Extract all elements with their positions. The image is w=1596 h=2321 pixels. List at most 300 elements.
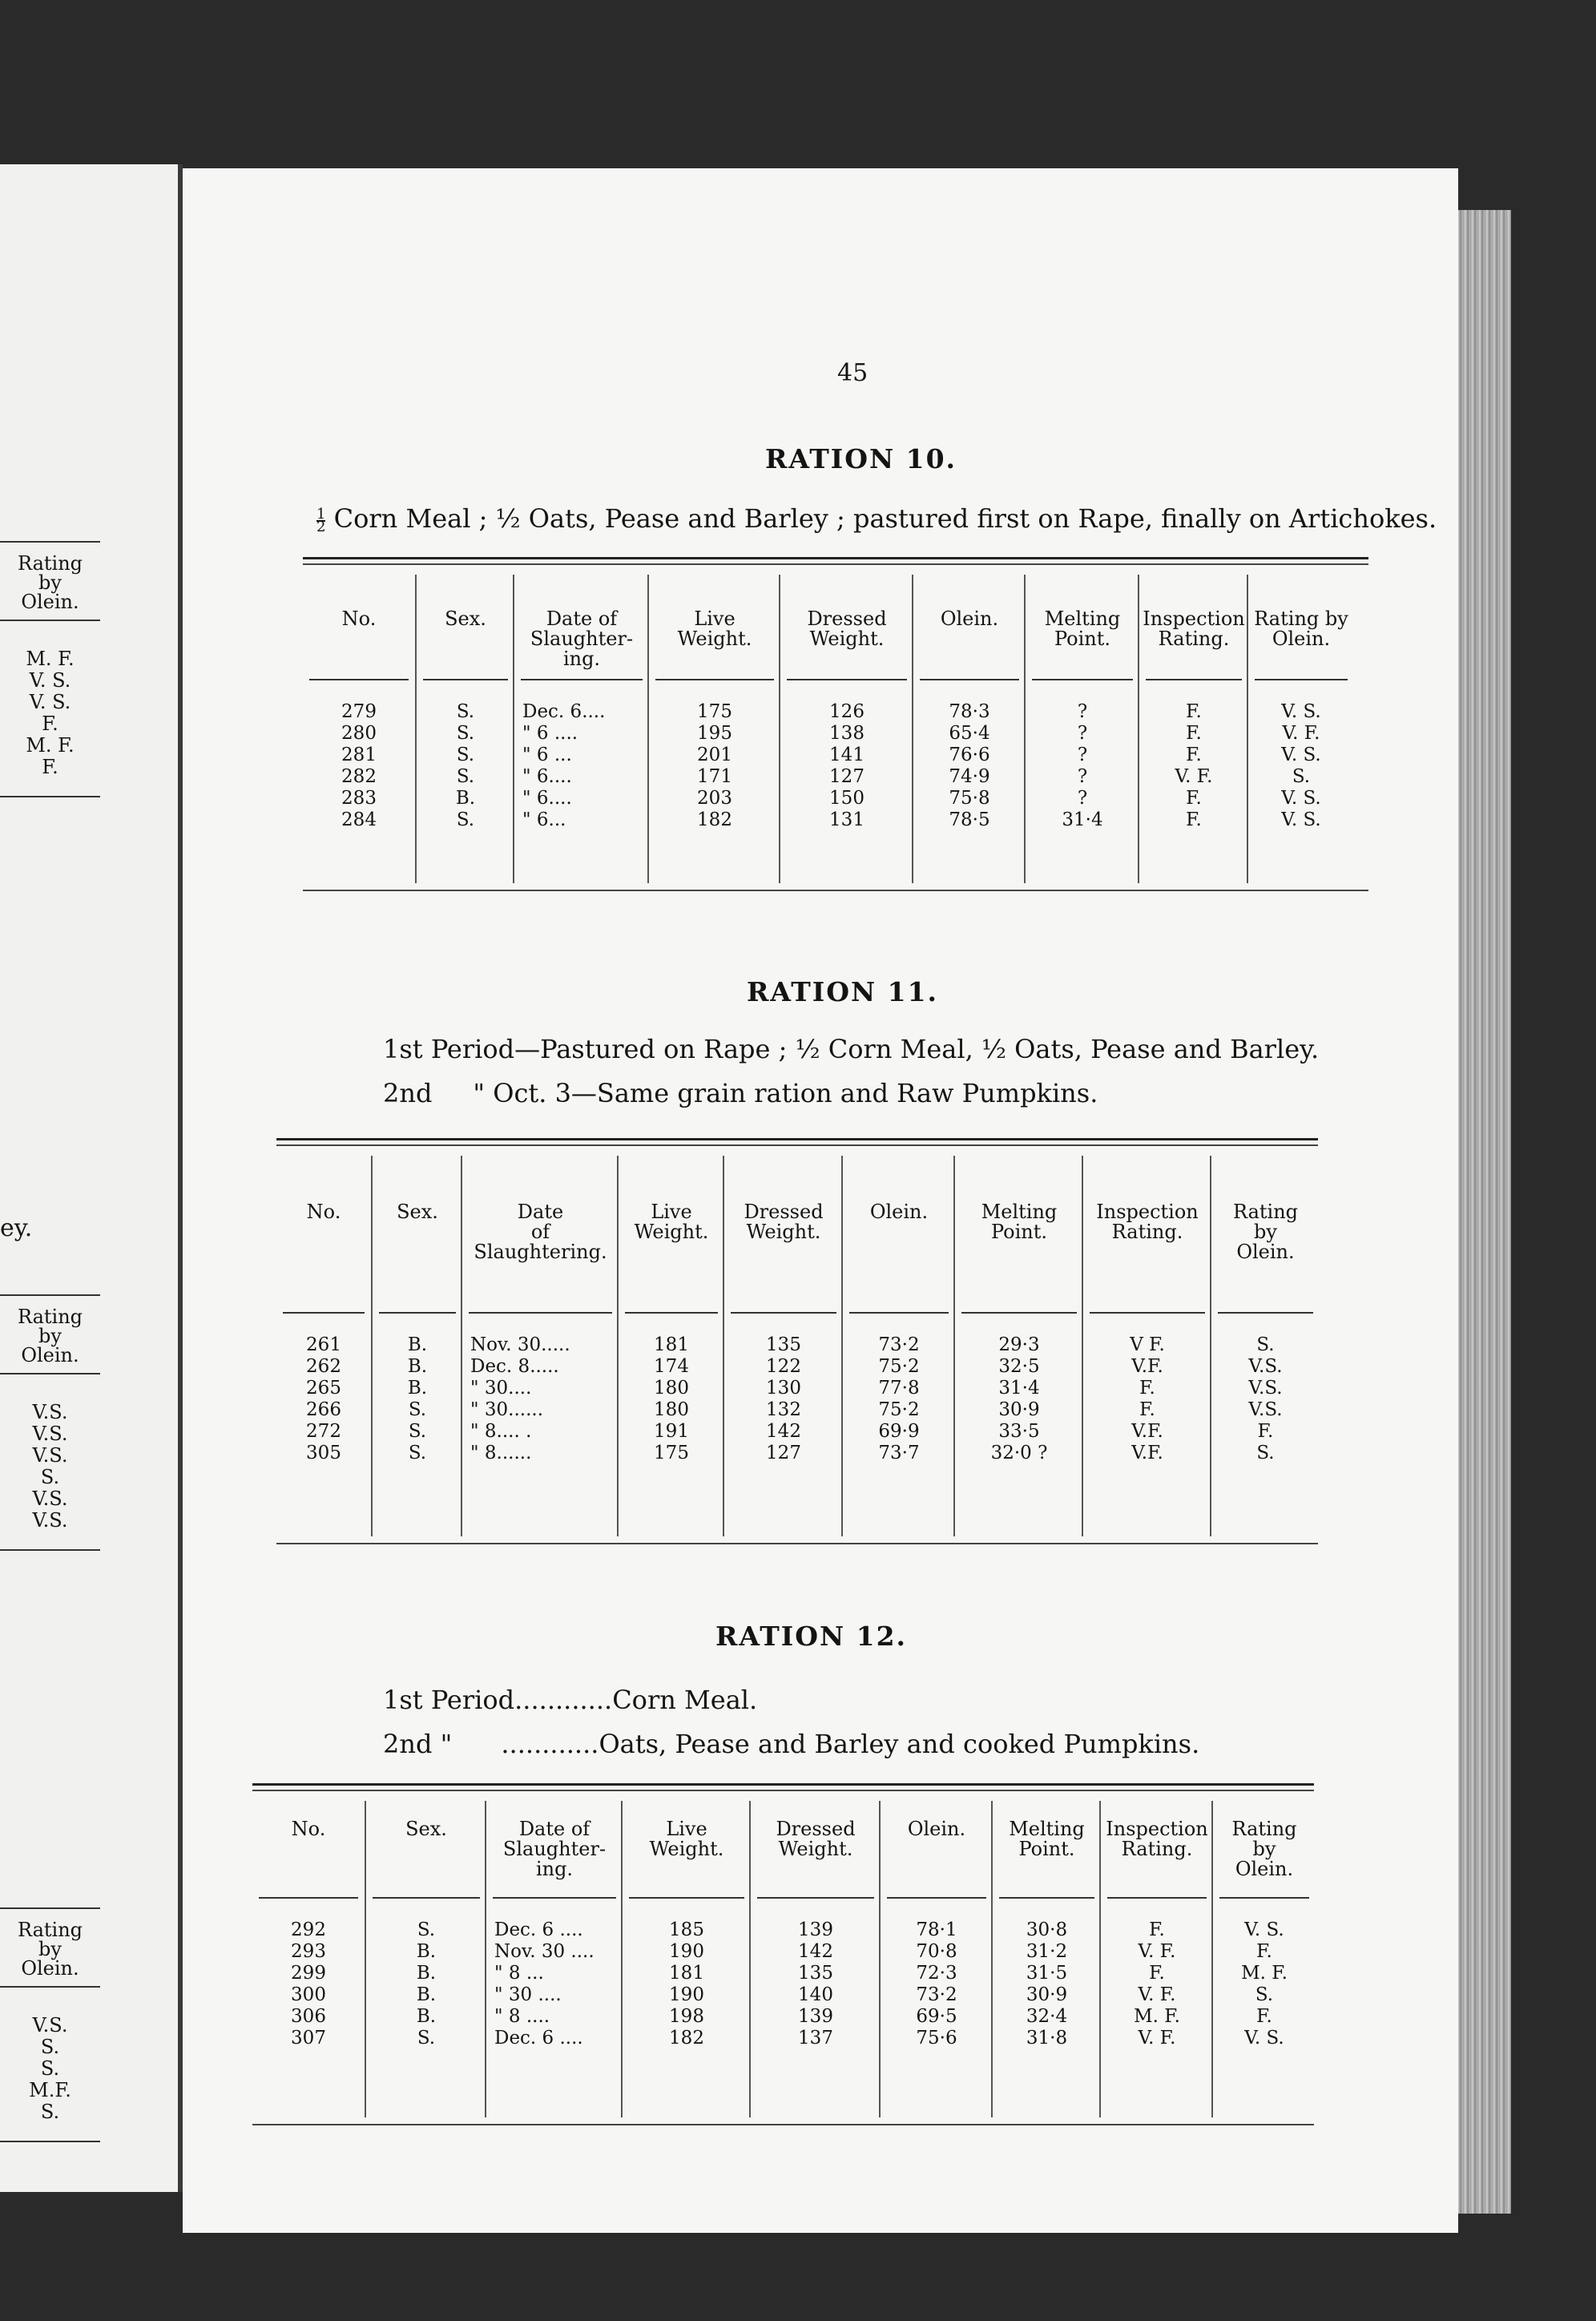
column-date (485, 1801, 623, 2117)
table-cell-dressed: 142 (798, 1941, 833, 1962)
header-line: Point. (990, 1221, 1048, 1243)
header-line: ing. (535, 1858, 574, 1880)
header-line: No. (291, 1818, 326, 1840)
table-cell-inspection: F. (1186, 723, 1202, 744)
list-line: S. (40, 2057, 60, 2080)
ration-10-subtitle-text: Corn Meal ; ½ Oats, Pease and Barley ; pastured first on Rape, finally on Artichokes. (333, 503, 1437, 534)
list-line: by (38, 1325, 62, 1347)
header-line: Weight. (649, 1838, 724, 1860)
header-underline (1090, 1312, 1205, 1314)
header-line: by (1252, 1838, 1276, 1860)
table-cell-rating: V.S. (1248, 1356, 1283, 1377)
column-values-live (619, 1334, 724, 1464)
table-cell-sex: S. (408, 1443, 427, 1463)
column-values-no (276, 1334, 371, 1464)
table-cell-olein: 75·8 (949, 788, 990, 809)
list-line: by (38, 1938, 62, 1960)
table-cell-date: Dec. 8..... (470, 1356, 559, 1377)
list-line: V.S. (32, 1509, 68, 1532)
column-sex (371, 1156, 462, 1536)
ration-11-title: RATION 11. (747, 976, 939, 1007)
left-facing-page (0, 164, 183, 2192)
header-underline (1219, 1897, 1309, 1899)
column-values-date (514, 701, 649, 831)
list-line: V.S. (32, 1401, 68, 1423)
left-rating-values (0, 2015, 100, 2123)
header-line: No. (341, 607, 377, 630)
column-dressed (723, 1156, 843, 1536)
column-sex (415, 575, 514, 883)
column-date (461, 1156, 619, 1536)
table-cell-rating: V. S. (1244, 2028, 1284, 2049)
header-line: Date (517, 1201, 564, 1223)
table-cell-olein: 72·3 (916, 1963, 957, 1984)
header-underline (629, 1897, 744, 1899)
table-cell-no: 307 (291, 2028, 326, 2049)
table-cell-olein: 76·6 (949, 745, 990, 765)
header-underline (373, 1897, 480, 1899)
table-top-rule (276, 1144, 1318, 1146)
column-live (621, 1801, 751, 2117)
ration-10-subtitle (316, 503, 1437, 534)
table-top-rule (252, 1790, 1314, 1791)
table-cell-melting: 32·4 (1026, 2006, 1068, 2027)
table-cell-live: 182 (697, 809, 732, 830)
ration-10-title: RATION 10. (765, 443, 957, 474)
table-bottom-rule (303, 890, 1368, 891)
table-cell-melting: 31·8 (1026, 2028, 1068, 2049)
header-underline (787, 679, 907, 680)
header-underline (423, 679, 508, 680)
table-cell-rating: S. (1256, 1443, 1275, 1463)
table-cell-live: 195 (697, 723, 732, 744)
list-line: V.S. (32, 1444, 68, 1467)
header-line: No. (306, 1201, 341, 1223)
table-cell-melting: ? (1077, 723, 1088, 744)
header-underline (887, 1897, 986, 1899)
table-cell-no: 300 (291, 1984, 326, 2005)
column-dressed (779, 575, 913, 883)
table-cell-live: 198 (669, 2006, 704, 2027)
ration-12-table (252, 1783, 1314, 2128)
table-cell-olein: 74·9 (949, 766, 990, 787)
table-cell-no: 299 (291, 1963, 326, 1984)
column-header-inspection (1083, 1202, 1211, 1242)
table-cell-sex: B. (407, 1334, 428, 1355)
header-line: Slaughtering. (474, 1241, 607, 1263)
table-cell-no: 266 (306, 1399, 341, 1420)
table-top-rule (276, 1138, 1318, 1140)
table-cell-inspection: F. (1139, 1399, 1155, 1420)
header-line: Weight. (677, 628, 752, 650)
column-inspection (1138, 575, 1248, 883)
table-cell-sex: S. (456, 723, 475, 744)
left-rule (0, 1294, 100, 1296)
table-cell-sex: S. (456, 766, 475, 787)
column-melting (1024, 575, 1139, 883)
list-line: by (38, 571, 62, 594)
list-line: M. F. (26, 648, 75, 670)
column-values-olein (913, 701, 1026, 831)
table-cell-olein: 69·5 (916, 2006, 957, 2027)
table-cell-olein: 69·9 (878, 1421, 920, 1442)
period-text: —Pastured on Rape ; ½ Corn Meal, ½ Oats, Pease and Barley. (514, 1034, 1320, 1064)
header-line: Rating. (1158, 628, 1230, 650)
list-line: Olein. (21, 1344, 79, 1366)
left-rule (0, 2141, 100, 2142)
table-cell-date: " 30...... (470, 1399, 544, 1420)
header-line: Olein. (1236, 1241, 1295, 1263)
table-cell-dressed: 127 (766, 1443, 801, 1463)
header-line: Slaughter- (530, 628, 634, 650)
header-line: Sex. (405, 1818, 447, 1840)
header-line: Inspection (1106, 1818, 1208, 1840)
header-line: Live (666, 1818, 707, 1840)
ration-12-period-2 (383, 1729, 1199, 1759)
period-label: 2nd " (383, 1729, 453, 1759)
header-line: Date of (518, 1818, 590, 1840)
table-cell-inspection: F. (1149, 1963, 1165, 1984)
table-cell-dressed: 137 (798, 2028, 833, 2049)
table-cell-sex: S. (408, 1421, 427, 1442)
column-header-date (462, 1202, 619, 1262)
table-cell-no: 265 (306, 1378, 341, 1399)
table-cell-dressed: 138 (829, 723, 864, 744)
table-cell-olein: 70·8 (916, 1941, 957, 1962)
column-no (252, 1801, 365, 2117)
table-cell-melting: 31·4 (1062, 809, 1103, 830)
table-cell-date: " 8...... (470, 1443, 532, 1463)
header-line: Rating (1231, 1818, 1297, 1840)
table-cell-live: 191 (654, 1421, 689, 1442)
column-no (276, 1156, 371, 1536)
column-inspection (1082, 1156, 1211, 1536)
header-line: Rating (1232, 1201, 1299, 1223)
table-cell-date: Nov. 30 .... (494, 1941, 594, 1962)
table-cell-no: 293 (291, 1941, 326, 1962)
column-values-rating (1211, 1334, 1320, 1464)
table-cell-dressed: 126 (829, 701, 864, 722)
table-cell-rating: F. (1257, 1421, 1274, 1442)
header-underline (757, 1897, 874, 1899)
column-values-inspection (1083, 1334, 1211, 1464)
table-cell-melting: 33·5 (998, 1421, 1040, 1442)
table-cell-inspection: V. F. (1175, 766, 1213, 787)
table-cell-date: " 6.... (522, 766, 572, 787)
column-header-dressed (780, 609, 913, 649)
period-label: 2nd (383, 1078, 433, 1108)
header-line: Live (694, 607, 736, 630)
table-cell-dressed: 150 (829, 788, 864, 809)
table-cell-rating: F. (1256, 1941, 1272, 1962)
column-values-sex (417, 701, 514, 831)
table-cell-dressed: 142 (766, 1421, 801, 1442)
header-underline (379, 1312, 456, 1314)
column-header-no (252, 1819, 365, 1839)
table-cell-rating: S. (1255, 1984, 1274, 2005)
table-cell-live: 203 (697, 788, 732, 809)
table-cell-dressed: 135 (766, 1334, 801, 1355)
column-olein (879, 1801, 993, 2117)
header-line: Melting (981, 1201, 1058, 1223)
table-cell-melting: 32·5 (998, 1356, 1040, 1377)
table-cell-date: Dec. 6.... (522, 701, 606, 722)
table-cell-inspection: V. F. (1138, 1941, 1176, 1962)
period-label: 1st Period (383, 1685, 515, 1715)
table-cell-no: 279 (341, 701, 377, 722)
table-cell-date: " 6... (522, 809, 566, 830)
list-line: S. (40, 1466, 60, 1488)
table-cell-inspection: F. (1186, 788, 1202, 809)
table-top-rule (252, 1783, 1314, 1786)
table-cell-olein: 75·2 (878, 1399, 920, 1420)
header-line: Rating. (1121, 1838, 1193, 1860)
table-cell-date: Nov. 30..... (470, 1334, 570, 1355)
column-melting (991, 1801, 1101, 2117)
table-cell-no: 261 (306, 1334, 341, 1355)
table-cell-sex: S. (456, 809, 475, 830)
list-line: F. (42, 756, 58, 778)
table-cell-melting: ? (1077, 701, 1088, 722)
table-cell-inspection: M. F. (1134, 2006, 1180, 2027)
header-underline (1032, 679, 1133, 680)
table-cell-rating: S. (1256, 1334, 1275, 1355)
table-cell-rating: V. F. (1282, 723, 1320, 744)
left-text-fragment: ey. (0, 1214, 33, 1242)
header-underline (309, 679, 409, 680)
left-rule (0, 1986, 100, 1988)
table-cell-live: 171 (697, 766, 732, 787)
header-line: Olein. (907, 1818, 966, 1840)
period-label: 1st Period (383, 1034, 515, 1064)
column-header-rating (1248, 609, 1354, 649)
table-cell-sex: S. (417, 2028, 436, 2049)
table-cell-inspection: V. F. (1138, 2028, 1176, 2049)
column-values-olein (881, 1919, 993, 2049)
table-cell-sex: B. (416, 1984, 437, 2005)
column-header-olein (881, 1819, 993, 1839)
table-cell-live: 181 (654, 1334, 689, 1355)
table-cell-sex: S. (456, 701, 475, 722)
list-line: M.F. (29, 2079, 71, 2101)
list-line: Olein. (21, 1957, 79, 1980)
list-line: V.S. (32, 1487, 68, 1510)
column-sex (365, 1801, 486, 2117)
list-line: Rating (17, 1306, 83, 1328)
table-cell-live: 185 (669, 1919, 704, 1940)
column-header-date (514, 609, 649, 669)
table-cell-olein: 73·2 (878, 1334, 920, 1355)
table-cell-no: 305 (306, 1443, 341, 1463)
left-rule (0, 620, 100, 621)
left-rating-column-2 (0, 1294, 100, 1551)
table-cell-no: 282 (341, 766, 377, 787)
header-line: Inspection (1096, 1201, 1199, 1223)
table-cell-date: " 8.... . (470, 1421, 532, 1442)
list-line: V. S. (29, 669, 71, 692)
column-header-sex (417, 609, 514, 629)
table-cell-olein: 78·5 (949, 809, 990, 830)
header-line: Olein. (869, 1201, 929, 1223)
header-underline (259, 1897, 358, 1899)
column-values-sex (373, 1334, 462, 1464)
header-line: Sex. (445, 607, 486, 630)
table-bottom-rule (252, 2124, 1314, 2125)
column-date (513, 575, 649, 883)
column-values-no (303, 701, 415, 831)
table-cell-olein: 77·8 (878, 1378, 920, 1399)
left-rating-column-1 (0, 541, 100, 797)
header-underline (849, 1312, 949, 1314)
table-cell-olein: 73·7 (878, 1443, 920, 1463)
table-bottom-rule (276, 1543, 1318, 1544)
column-no (303, 575, 415, 883)
table-cell-sex: B. (407, 1356, 428, 1377)
column-header-inspection (1139, 609, 1248, 649)
table-cell-sex: B. (416, 1941, 437, 1962)
column-values-inspection (1101, 1919, 1213, 2049)
column-values-dressed (780, 701, 913, 831)
fraction-half: $\frac{1}{2}$ (316, 505, 326, 535)
header-line: Olein. (1235, 1858, 1294, 1880)
column-header-melting (993, 1819, 1101, 1859)
table-cell-rating: V.S. (1248, 1399, 1283, 1420)
table-cell-inspection: V.F. (1131, 1421, 1163, 1442)
column-header-no (276, 1202, 371, 1222)
table-cell-dressed: 130 (766, 1378, 801, 1399)
column-header-melting (1026, 609, 1139, 649)
header-line: Point. (1018, 1838, 1075, 1860)
column-values-dressed (751, 1919, 881, 2049)
column-values-melting (993, 1919, 1101, 2049)
column-header-olein (843, 1202, 955, 1222)
table-cell-no: 292 (291, 1919, 326, 1940)
header-line: Melting (1009, 1818, 1085, 1840)
list-line: M. F. (26, 734, 75, 757)
column-melting (953, 1156, 1083, 1536)
table-cell-no: 284 (341, 809, 377, 830)
table-cell-no: 280 (341, 723, 377, 744)
ration-11-table (276, 1138, 1318, 1547)
table-cell-live: 174 (654, 1356, 689, 1377)
table-cell-inspection: V F. (1130, 1334, 1165, 1355)
table-cell-olein: 78·1 (916, 1919, 957, 1940)
header-line: Weight. (634, 1221, 709, 1243)
column-rating (1211, 1801, 1316, 2117)
column-olein (912, 575, 1026, 883)
column-values-sex (366, 1919, 486, 2049)
header-underline (1218, 1312, 1313, 1314)
column-header-sex (366, 1819, 486, 1839)
table-cell-inspection: V. F. (1138, 1984, 1176, 2005)
header-line: Weight. (778, 1838, 853, 1860)
header-line: of (530, 1221, 550, 1243)
table-cell-inspection: F. (1186, 745, 1202, 765)
table-cell-sex: S. (408, 1399, 427, 1420)
column-header-rating (1211, 1202, 1320, 1262)
table-cell-sex: B. (416, 1963, 437, 1984)
header-line: Olein. (940, 607, 999, 630)
header-line: Weight. (746, 1221, 821, 1243)
table-cell-sex: S. (456, 745, 475, 765)
column-values-rating (1248, 701, 1354, 831)
table-cell-date: " 8 .... (494, 2006, 550, 2027)
table-cell-date: " 30.... (470, 1378, 532, 1399)
table-cell-inspection: V.F. (1131, 1443, 1163, 1463)
column-header-dressed (724, 1202, 843, 1242)
table-cell-rating: V.S. (1248, 1378, 1283, 1399)
table-cell-inspection: F. (1149, 1919, 1165, 1940)
header-line: Dressed (744, 1201, 824, 1223)
column-header-melting (955, 1202, 1083, 1242)
table-cell-no: 262 (306, 1356, 341, 1377)
header-line: Date of (546, 607, 618, 630)
table-cell-no: 272 (306, 1421, 341, 1442)
table-cell-live: 190 (669, 1984, 704, 2005)
period-text: ............Oats, Pease and Barley and cooked Pumpkins. (501, 1729, 1200, 1759)
header-line: ing. (562, 648, 601, 670)
list-line: V.S. (32, 1423, 68, 1445)
left-rating-title (0, 1307, 100, 1365)
table-cell-dressed: 139 (798, 1919, 833, 1940)
table-cell-live: 190 (669, 1941, 704, 1962)
table-cell-dressed: 122 (766, 1356, 801, 1377)
header-line: Live (651, 1201, 692, 1223)
column-values-inspection (1139, 701, 1248, 831)
table-cell-no: 283 (341, 788, 377, 809)
column-values-no (252, 1919, 365, 2049)
table-cell-rating: V. S. (1281, 788, 1321, 809)
left-rule (0, 541, 100, 543)
header-underline (493, 1897, 616, 1899)
header-line: Inspection (1143, 607, 1245, 630)
header-underline (731, 1312, 836, 1314)
column-values-melting (955, 1334, 1083, 1464)
table-cell-sex: B. (407, 1378, 428, 1399)
left-rating-values (0, 648, 100, 778)
table-cell-olein: 78·3 (949, 701, 990, 722)
table-cell-melting: ? (1077, 766, 1088, 787)
table-cell-rating: S. (1292, 766, 1311, 787)
table-cell-sex: B. (455, 788, 476, 809)
column-header-sex (373, 1202, 462, 1222)
table-cell-live: 201 (697, 745, 732, 765)
column-values-date (462, 1334, 619, 1464)
table-cell-sex: B. (416, 2006, 437, 2027)
column-header-dressed (751, 1819, 881, 1859)
header-line: Point. (1054, 628, 1111, 650)
table-cell-live: 180 (654, 1378, 689, 1399)
list-line: S. (40, 2036, 60, 2058)
table-cell-melting: 32·0 ? (990, 1443, 1048, 1463)
table-cell-inspection: F. (1139, 1378, 1155, 1399)
header-underline (625, 1312, 718, 1314)
column-header-inspection (1101, 1819, 1213, 1859)
table-cell-rating: F. (1256, 2006, 1272, 2027)
table-cell-olein: 75·6 (916, 2028, 957, 2049)
table-top-rule (303, 563, 1368, 565)
column-values-date (486, 1919, 623, 2049)
table-cell-live: 175 (654, 1443, 689, 1463)
ration-10-table (303, 557, 1368, 894)
list-line: Rating (17, 1919, 83, 1941)
table-cell-dressed: 141 (829, 745, 864, 765)
header-line: Olein. (1272, 628, 1331, 650)
header-line: Slaughter- (502, 1838, 607, 1860)
table-cell-dressed: 131 (829, 809, 864, 830)
header-line: Sex. (397, 1201, 438, 1223)
table-cell-inspection: V.F. (1131, 1356, 1163, 1377)
